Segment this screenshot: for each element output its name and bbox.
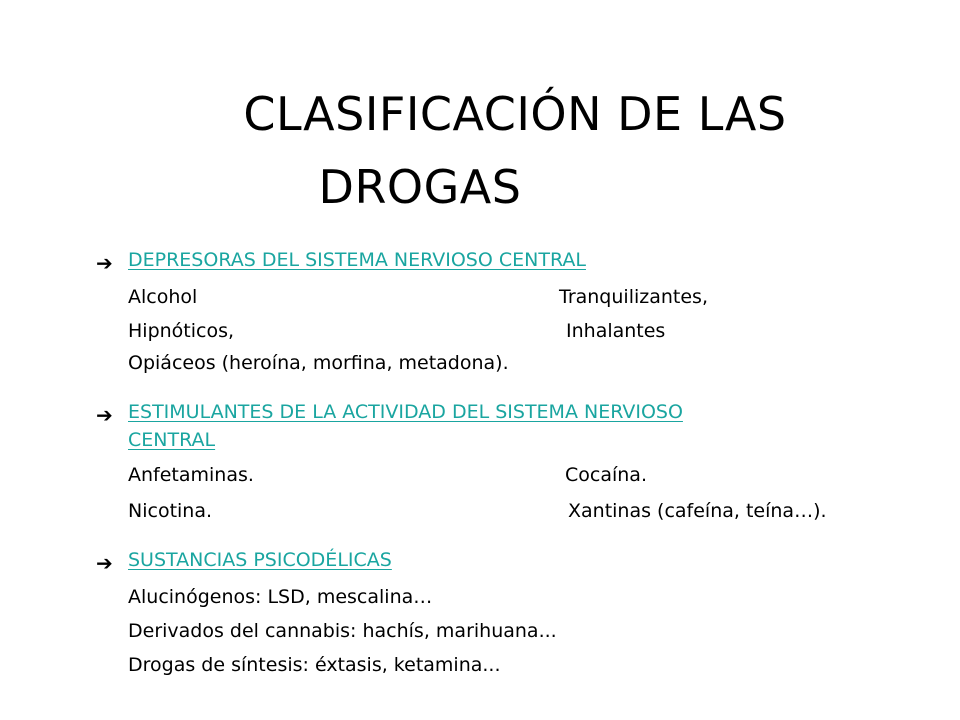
list-item: Alucinógenos: LSD, mescalina… — [128, 586, 433, 608]
right-arrow-icon: ➔ — [96, 551, 113, 575]
list-item: Drogas de síntesis: éxtasis, ketamina... — [128, 654, 501, 676]
list-item: Anfetaminas. — [128, 464, 254, 486]
section-heading-depresoras[interactable]: DEPRESORAS DEL SISTEMA NERVIOSO CENTRAL — [128, 249, 586, 271]
list-item: Hipnóticos, — [128, 320, 235, 342]
list-item: Alcohol — [128, 286, 198, 308]
page-title-line-1: CLASIFICACIÓN DE LAS — [243, 87, 787, 141]
section-heading-estimulantes-line-2[interactable]: CENTRAL — [128, 429, 216, 451]
list-item: Cocaína. — [565, 464, 647, 486]
list-item: Nicotina. — [128, 500, 213, 522]
right-arrow-icon: ➔ — [96, 251, 113, 275]
list-item: Tranquilizantes, — [559, 286, 708, 308]
section-heading-psicodelicas[interactable]: SUSTANCIAS PSICODÉLICAS — [128, 549, 392, 571]
section-heading-estimulantes-line-1[interactable]: ESTIMULANTES DE LA ACTIVIDAD DEL SISTEMA NERVIOSO — [128, 401, 683, 423]
list-item: Xantinas (cafeína, teína…). — [568, 500, 827, 522]
list-item: Inhalantes — [566, 320, 666, 342]
right-arrow-icon: ➔ — [96, 403, 113, 427]
list-item: Derivados del cannabis: hachís, marihuana... — [128, 620, 557, 642]
page-title-line-2: DROGAS — [318, 160, 522, 214]
list-item: Opiáceos (heroína, morfina, metadona). — [128, 352, 509, 374]
